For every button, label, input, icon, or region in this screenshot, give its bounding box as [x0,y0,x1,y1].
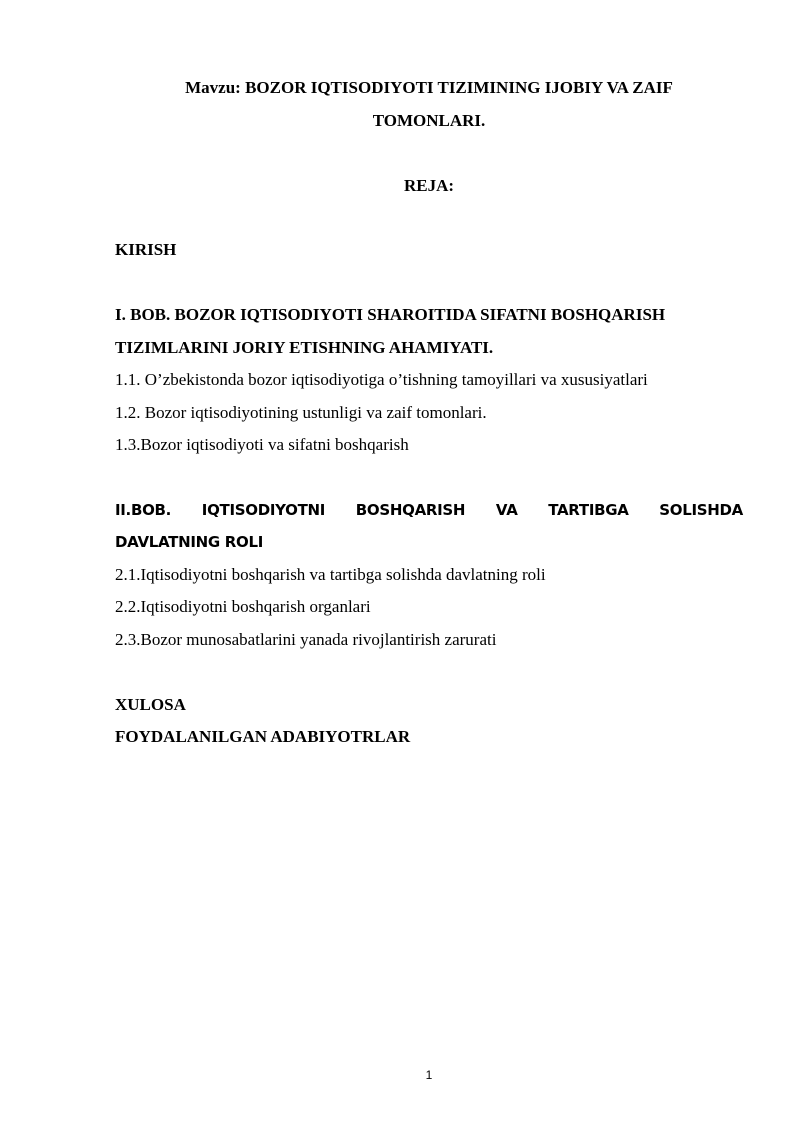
plan-heading: REJA: [403,176,455,195]
chapter1-item: 1.3.Bozor iqtisodiyoti va sifatni boshqarish [115,435,409,454]
chapter2-item: 2.3.Bozor munosabatlarini yanada rivojlantirish zarurati [115,630,497,649]
chapter2-heading-word: IQTISODIYOTNI [201,501,326,519]
intro-heading: KIRISH [115,240,177,259]
chapter2-heading-line-1 [115,499,743,521]
chapter1-item: 1.2. Bozor iqtisodiyotining ustunligi va zaif tomonlari. [115,403,487,422]
chapter2-heading-word: SOLISHDA [659,501,743,519]
page-number: 1 [425,1068,433,1082]
title-line-1: Mavzu: BOZOR IQTISODIYOTI TIZIMINING IJOBIY VA ZAIF [185,78,673,97]
chapter2-item: 2.2.Iqtisodiyotni boshqarish organlari [115,597,371,616]
chapter2-heading-word: TARTIBGA [548,501,629,519]
chapter2-heading-line-2: DAVLATNING ROLI [115,533,264,551]
chapter1-item: 1.1. O’zbekistonda bozor iqtisodiyotiga o’tishning tamoyillari va xususiyatlari [115,370,648,389]
chapter2-item: 2.1.Iqtisodiyotni boshqarish va tartibga solishda davlatning roli [115,565,546,584]
title-line-2: TOMONLARI. [372,111,486,130]
chapter1-heading-line-1: I. BOB. BOZOR IQTISODIYOTI SHAROITIDA SIFATNI BOSHQARISH [115,305,666,324]
chapter2-heading-word: II.BOB. [115,501,172,519]
conclusion-heading: XULOSA [115,695,186,714]
chapter1-heading-line-2: TIZIMLARINI JORIY ETISHNING AHAMIYATI. [115,338,494,357]
references-heading: FOYDALANILGAN ADABIYOTRLAR [115,727,411,746]
chapter2-heading-word: BOSHQARISH [355,501,466,519]
chapter2-heading-word: VA [495,501,518,519]
